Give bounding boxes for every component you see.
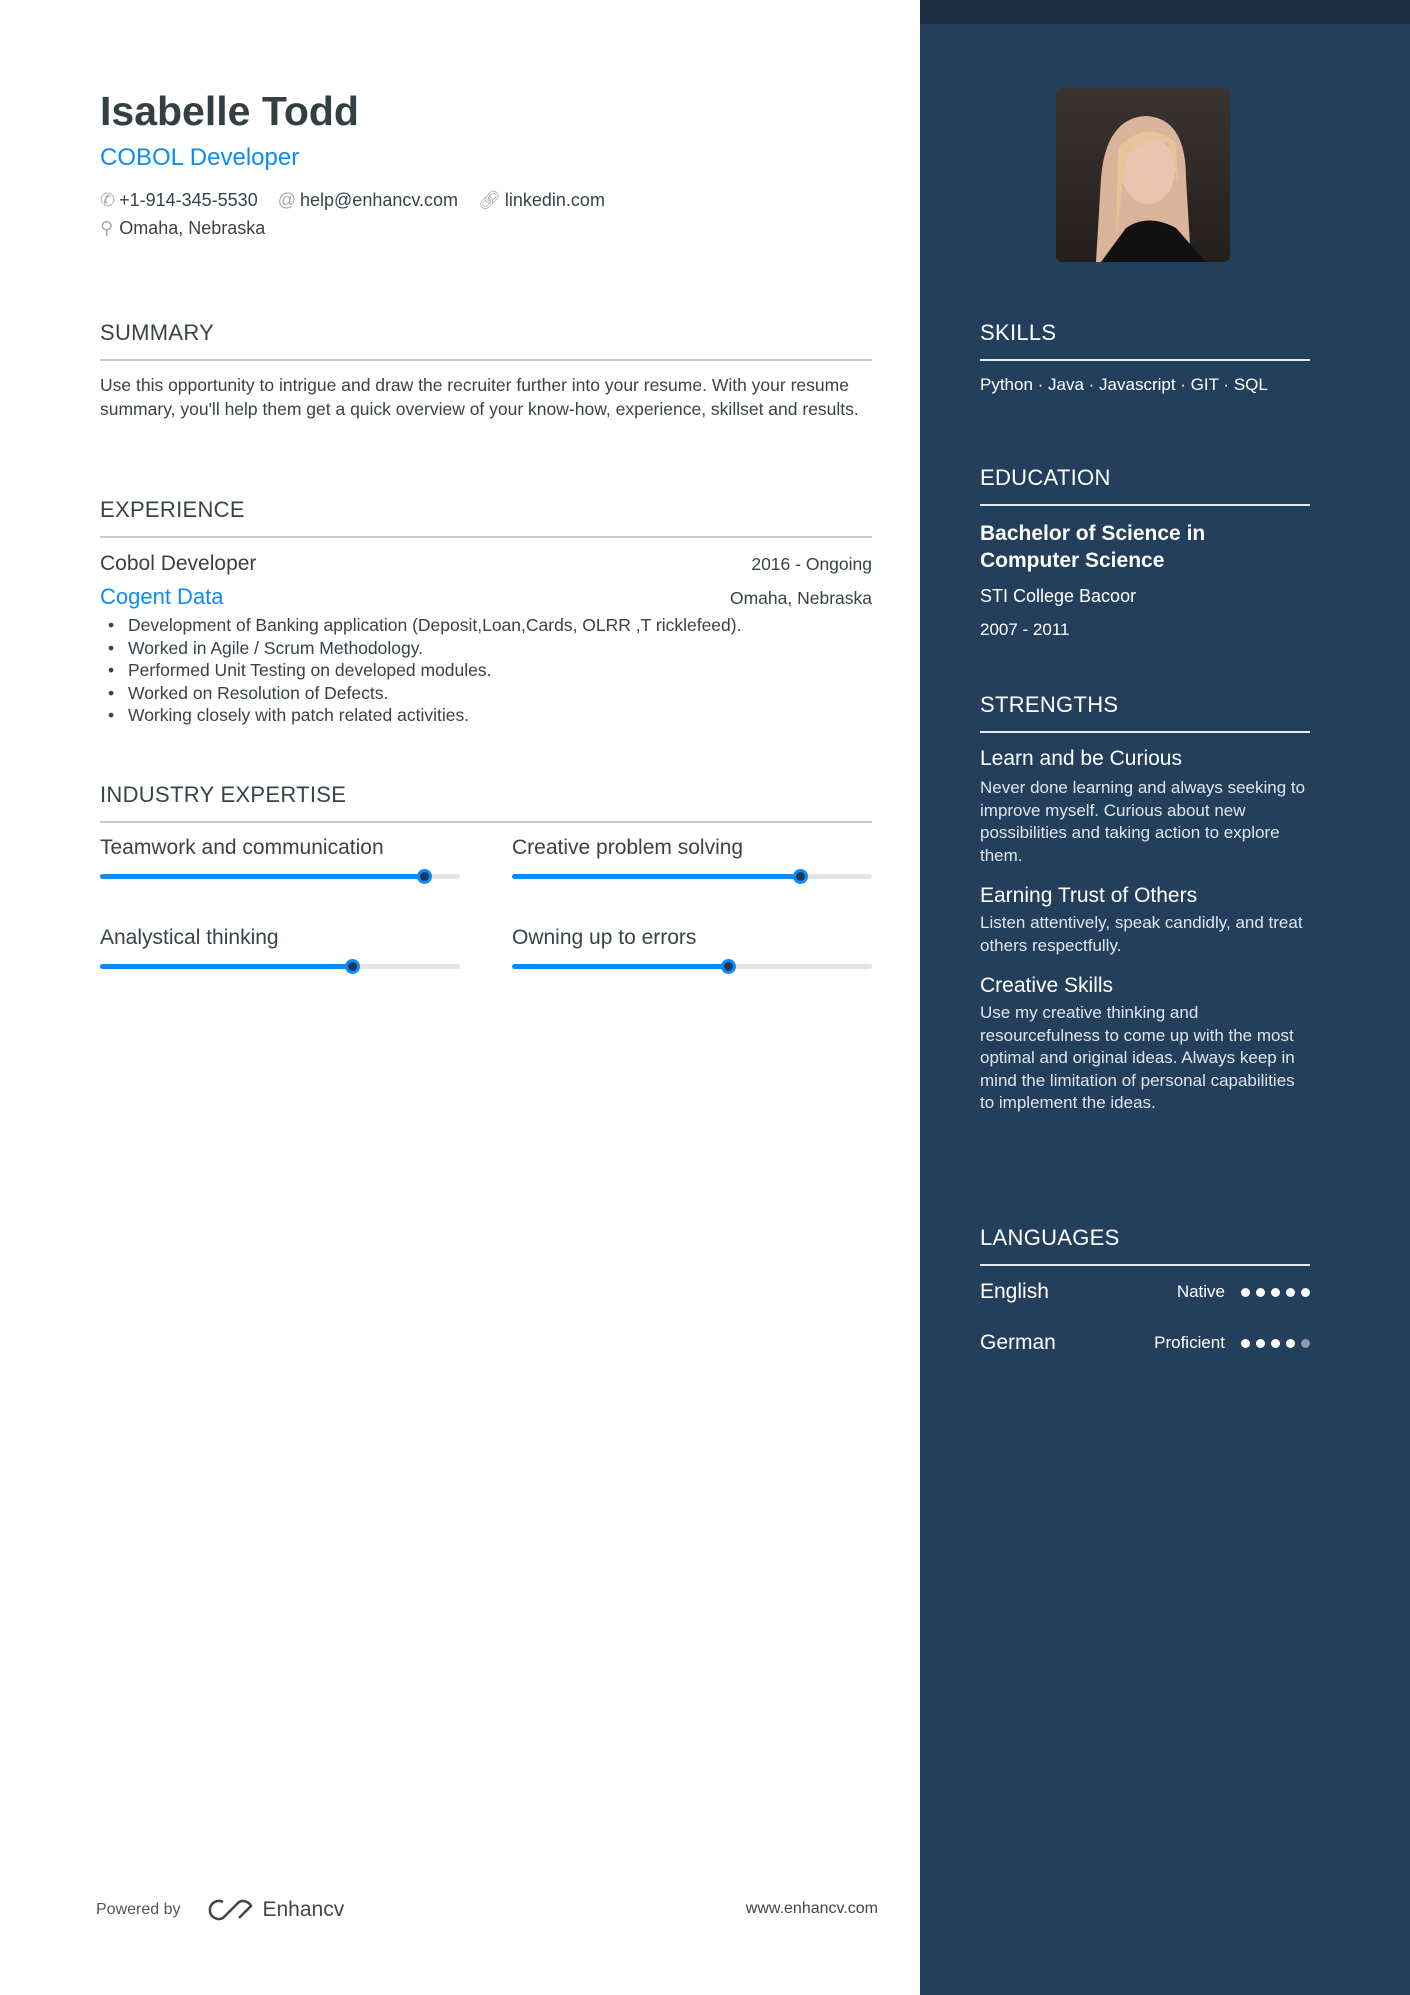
strength-item (980, 747, 1310, 867)
expertise-label: Creative problem solving (512, 836, 744, 859)
level-dot (1241, 1288, 1250, 1297)
section-heading: LANGUAGES (980, 1225, 1120, 1250)
strength-desc: Never done learning and always seeking to improve myself. Curious about new possibilities and taking action to explore them. (980, 778, 1306, 865)
strength-desc: Use my creative thinking and resourcefulness to come up with the most optimal and original ideas. Always keep in mind the limitation of personal capabilities to implement the ideas. (980, 1003, 1295, 1112)
level-fill (100, 964, 352, 969)
location-text: Omaha, Nebraska (119, 218, 266, 238)
expertise-item (512, 926, 872, 969)
expertise-label: Owning up to errors (512, 926, 697, 949)
level-knob (793, 869, 808, 884)
section-heading: STRENGTHS (980, 692, 1119, 717)
expertise-item (100, 836, 460, 879)
language-level: Native (1176, 1282, 1225, 1301)
school: STI College Bacoor (980, 586, 1137, 606)
linkedin[interactable] (478, 190, 605, 211)
level-fill (512, 964, 728, 969)
exp-location: Omaha, Nebraska (729, 588, 872, 608)
exp-role: Cobol Developer (100, 552, 257, 575)
email-text[interactable]: help@enhancv.com (300, 190, 459, 210)
expertise-item (512, 836, 872, 879)
job-title: COBOL Developer (100, 144, 300, 171)
languages-section (980, 1225, 1310, 1355)
skills-list: Python · Java · Javascript · GIT · SQL (980, 375, 1268, 394)
strengths-section (980, 692, 1310, 1115)
language-dots (1241, 1339, 1310, 1348)
level-dot (1271, 1339, 1280, 1348)
level-dot (1301, 1339, 1310, 1348)
bullet: • Worked on Resolution of Defects. (100, 682, 872, 705)
section-heading: SKILLS (980, 320, 1057, 345)
bullet: • Development of Banking application (Deposit,Loan,Cards, OLRR ,T ricklefeed). (100, 614, 872, 637)
link-text[interactable]: linkedin.com (504, 190, 605, 210)
at-icon: @ (277, 190, 296, 210)
level-knob (721, 959, 736, 974)
bullet: • Performed Unit Testing on developed modules. (100, 659, 872, 682)
divider (980, 731, 1310, 733)
enhancv-logo (207, 1898, 345, 1922)
skills-section (980, 320, 1310, 395)
section-heading: INDUSTRY EXPERTISE (100, 782, 347, 807)
level-dot (1286, 1339, 1295, 1348)
level-knob (417, 869, 432, 884)
level-fill (512, 874, 800, 879)
brand-name: Enhancv (262, 1898, 345, 1921)
divider (980, 1264, 1310, 1266)
divider (100, 359, 872, 361)
expertise-item (100, 926, 460, 969)
exp-company: Cogent Data (100, 584, 224, 609)
top-strip (920, 0, 1410, 24)
summary-text: Use this opportunity to intrigue and draw the recruiter further into your resume. With your resume summary, you'll help them get a quick overview of your know-how, experience, skillset and results. (100, 375, 859, 419)
strength-item (980, 884, 1310, 957)
link-icon: 🔗︎ (478, 190, 501, 210)
level-knob (345, 959, 360, 974)
exp-dates: 2016 - Ongoing (751, 554, 872, 574)
expertise-section (100, 782, 872, 823)
level-bar (512, 964, 872, 969)
level-dot (1256, 1288, 1265, 1297)
strength-desc: Listen attentively, speak candidly, and treat others respectfully. (980, 913, 1303, 955)
powered-by: Powered by (96, 1901, 181, 1918)
footer-brand (96, 1898, 344, 1922)
email[interactable] (278, 190, 458, 211)
section-heading: EDUCATION (980, 465, 1111, 490)
enhancv-logo-icon (207, 1898, 255, 1922)
level-dot (1271, 1288, 1280, 1297)
edu-dates: 2007 - 2011 (980, 620, 1070, 639)
strength-title: Learn and be Curious (980, 747, 1182, 770)
experience-section (100, 497, 872, 727)
section-heading: EXPERIENCE (100, 497, 245, 522)
divider (100, 536, 872, 538)
phone-icon: ✆ (100, 190, 116, 210)
bullet: • Worked in Agile / Scrum Methodology. (100, 637, 872, 660)
exp-bullets (100, 614, 872, 727)
contact-row (100, 190, 605, 211)
location-pin-icon: ⚲ (100, 218, 114, 238)
language-name: German (980, 1331, 1056, 1354)
expertise-label: Analystical thinking (100, 926, 279, 949)
level-dot (1301, 1288, 1310, 1297)
portrait-image (1056, 88, 1230, 262)
language-level: Proficient (1154, 1333, 1225, 1352)
level-fill (100, 874, 424, 879)
degree: Bachelor of Science in Computer Science (980, 522, 1206, 572)
level-dot (1256, 1339, 1265, 1348)
candidate-name: Isabelle Todd (100, 88, 359, 134)
level-dot (1241, 1339, 1250, 1348)
profile-photo (1056, 88, 1230, 262)
language-row (980, 1280, 1310, 1304)
language-row (980, 1331, 1310, 1355)
education-section (980, 465, 1310, 640)
expertise-label: Teamwork and communication (100, 836, 384, 859)
language-dots (1241, 1288, 1310, 1297)
section-heading: SUMMARY (100, 320, 215, 345)
level-bar (512, 874, 872, 879)
divider (980, 504, 1310, 506)
phone (100, 190, 258, 211)
divider (100, 821, 872, 823)
summary-section (100, 320, 872, 421)
language-name: English (980, 1280, 1049, 1303)
location (100, 218, 265, 239)
level-bar (100, 964, 460, 969)
bullet: • Working closely with patch related activities. (100, 704, 872, 727)
phone-text: +1-914-345-5530 (119, 190, 258, 210)
footer-url[interactable]: www.enhancv.com (745, 1900, 878, 1917)
strength-title: Creative Skills (980, 974, 1114, 997)
level-dot (1286, 1288, 1295, 1297)
level-bar (100, 874, 460, 879)
strength-item (980, 974, 1310, 1115)
divider (980, 359, 1310, 361)
strength-title: Earning Trust of Others (980, 884, 1198, 907)
